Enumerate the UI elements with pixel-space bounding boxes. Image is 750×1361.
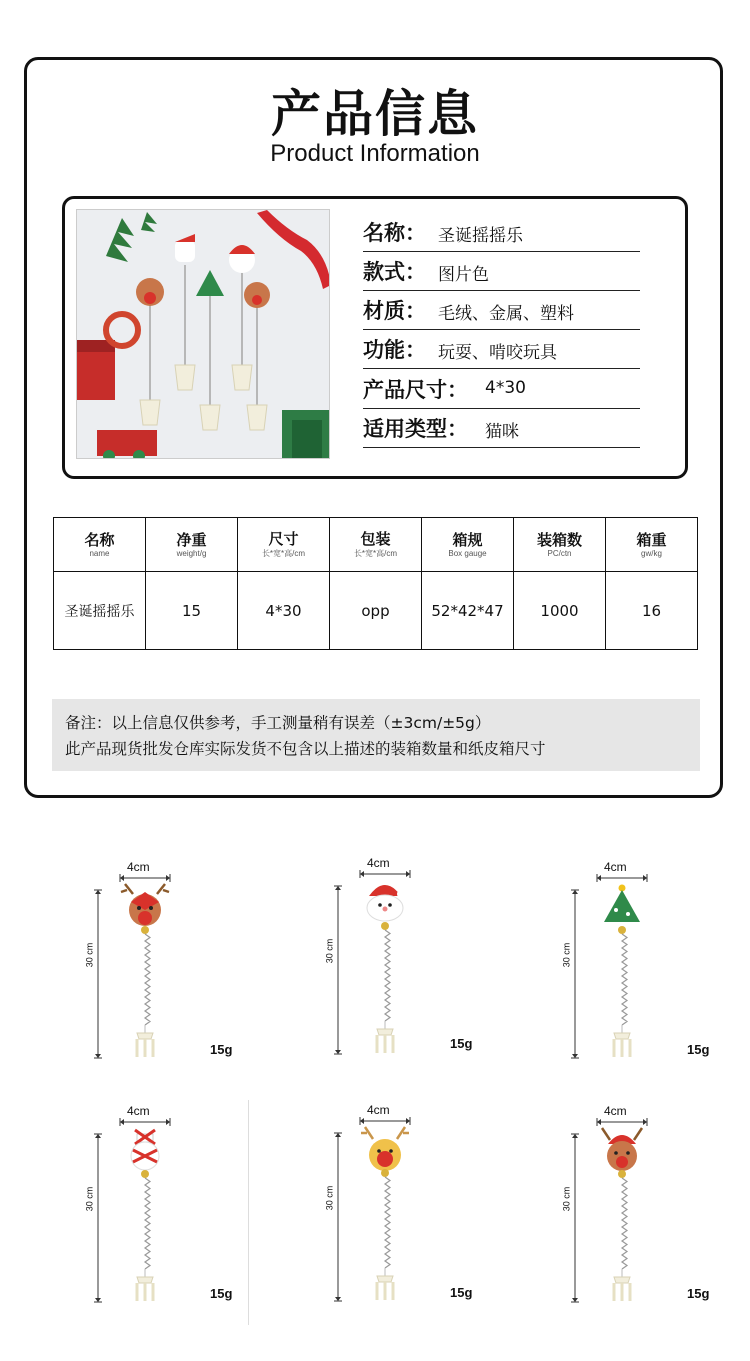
width-label: 4cm	[367, 1103, 390, 1117]
product-variant-snowman	[84, 1104, 245, 1314]
spec-row-function	[363, 330, 640, 369]
spec-key: 款式：	[363, 260, 426, 284]
cell-weight: 15	[146, 572, 238, 650]
page-subtitle: Product Information	[270, 140, 480, 167]
weight-label: 15g	[210, 1286, 233, 1301]
header-cell: 装箱数 PC/ctn	[514, 518, 606, 572]
spec-value: 毛绒、金属、塑料	[438, 304, 574, 324]
spec-value: 4*30	[485, 378, 526, 398]
product-variant-tree	[561, 860, 722, 1070]
height-label: 30 cm	[84, 1186, 95, 1212]
width-label: 4cm	[604, 1104, 627, 1118]
cell-box-weight: 16	[606, 572, 698, 650]
spec-row-target	[363, 409, 640, 448]
spec-value: 猫咪	[485, 422, 519, 442]
spec-row-name	[363, 213, 640, 252]
product-variant-santa	[324, 856, 485, 1066]
spec-key: 产品尺寸：	[363, 378, 468, 402]
width-label: 4cm	[127, 1104, 150, 1118]
spec-row-material	[363, 291, 640, 330]
header-cell: 包装 长*宽*高/cm	[330, 518, 422, 572]
table-row	[54, 572, 698, 650]
header-cell: 箱重 gw/kg	[606, 518, 698, 572]
width-label: 4cm	[127, 860, 150, 874]
table-header-row	[54, 518, 698, 572]
header-cell: 净重 weight/g	[146, 518, 238, 572]
spec-value: 玩耍、啃咬玩具	[438, 343, 557, 363]
height-label: 30 cm	[561, 942, 572, 968]
note-line-2: 此产品现货批发仓库实际发货不包含以上描述的装箱数量和纸皮箱尺寸	[65, 740, 546, 758]
note-line-1: 备注：以上信息仅供参考，手工测量稍有误差（±3cm/±5g）	[65, 714, 491, 732]
weight-label: 15g	[450, 1285, 473, 1300]
cell-package: opp	[330, 572, 422, 650]
page-title: 产品信息	[271, 85, 479, 143]
divider	[248, 1100, 249, 1325]
weight-label: 15g	[687, 1042, 710, 1057]
header-cell: 箱规 Box gauge	[422, 518, 514, 572]
weight-label: 15g	[450, 1036, 473, 1051]
cell-name: 圣诞摇摇乐	[54, 572, 146, 650]
product-variant-reindeer	[84, 860, 245, 1070]
height-label: 30 cm	[561, 1186, 572, 1212]
spec-value: 图片色	[438, 265, 489, 285]
header-cell: 尺寸 长*宽*高/cm	[238, 518, 330, 572]
spec-key: 功能：	[363, 338, 426, 362]
cell-pcs: 1000	[514, 572, 606, 650]
spec-row-style	[363, 252, 640, 291]
product-photo	[76, 209, 330, 459]
spec-table	[53, 517, 698, 650]
width-label: 4cm	[604, 860, 627, 874]
cell-box-gauge: 52*42*47	[422, 572, 514, 650]
note-box	[52, 699, 700, 771]
spec-row-size	[363, 370, 640, 409]
height-label: 30 cm	[324, 1185, 335, 1211]
spec-key: 名称：	[363, 221, 426, 245]
spec-value: 圣诞摇摇乐	[438, 226, 523, 246]
cell-size: 4*30	[238, 572, 330, 650]
header-cell: 名称 name	[54, 518, 146, 572]
spec-key: 适用类型：	[363, 417, 468, 441]
weight-label: 15g	[210, 1042, 233, 1057]
spec-key: 材质：	[363, 299, 426, 323]
product-variant-reindeer-hat	[561, 1104, 722, 1314]
height-label: 30 cm	[84, 942, 95, 968]
weight-label: 15g	[687, 1286, 710, 1301]
height-label: 30 cm	[324, 938, 335, 964]
product-variant-elk-yellow	[324, 1103, 485, 1313]
width-label: 4cm	[367, 856, 390, 870]
